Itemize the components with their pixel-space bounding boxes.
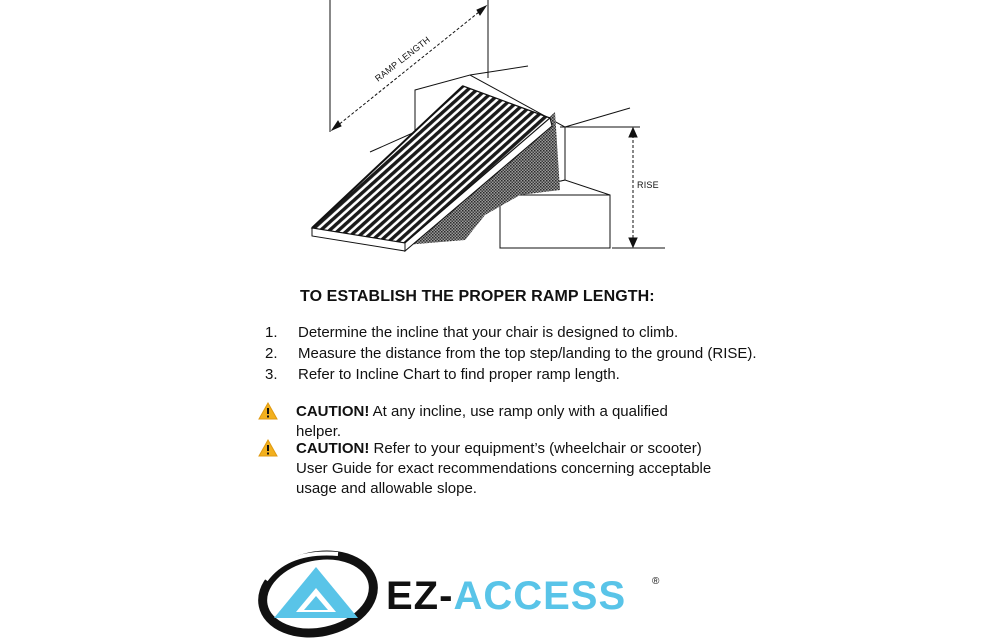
list-item — [265, 343, 757, 364]
caution-text — [296, 439, 718, 499]
step-text: Determine the incline that your chair is designed to climb. — [298, 324, 679, 341]
ez-access-logo — [258, 540, 678, 640]
ramp-length-label: RAMP LENGTH — [373, 34, 433, 84]
logo-wordmark-ez: EZ- — [386, 574, 454, 618]
list-item — [265, 364, 757, 385]
list-item — [265, 322, 757, 343]
step-number: 3. — [265, 366, 278, 383]
caution-text — [296, 402, 698, 442]
caution-note — [258, 439, 718, 499]
step-text: Refer to Incline Chart to find proper ramp length. — [298, 366, 620, 383]
caution-heading: CAUTION! — [296, 403, 370, 420]
caution-body: At any incline, use ramp only with a qualified helper. — [296, 403, 668, 440]
logo-wordmark — [386, 574, 626, 618]
logo-registered-mark: ® — [652, 576, 660, 587]
instructions-title: TO ESTABLISH THE PROPER RAMP LENGTH: — [300, 288, 655, 305]
step-number: 1. — [265, 324, 278, 341]
step-number: 2. — [265, 345, 278, 362]
rise-label: RISE — [637, 180, 659, 190]
instruction-steps — [265, 322, 757, 385]
step-text: Measure the distance from the top step/landing to the ground (RISE). — [298, 345, 757, 362]
warning-icon — [258, 439, 278, 457]
ramp-diagram — [0, 0, 1000, 270]
warning-icon — [258, 402, 278, 420]
logo-wordmark-access: ACCESS — [453, 574, 627, 618]
caution-body: Refer to your equipment’s (wheelchair or scooter) User Guide for exact recommendations concerning acceptable usage and allowable slope. — [296, 440, 712, 497]
caution-note — [258, 402, 698, 442]
caution-heading: CAUTION! — [296, 440, 370, 457]
